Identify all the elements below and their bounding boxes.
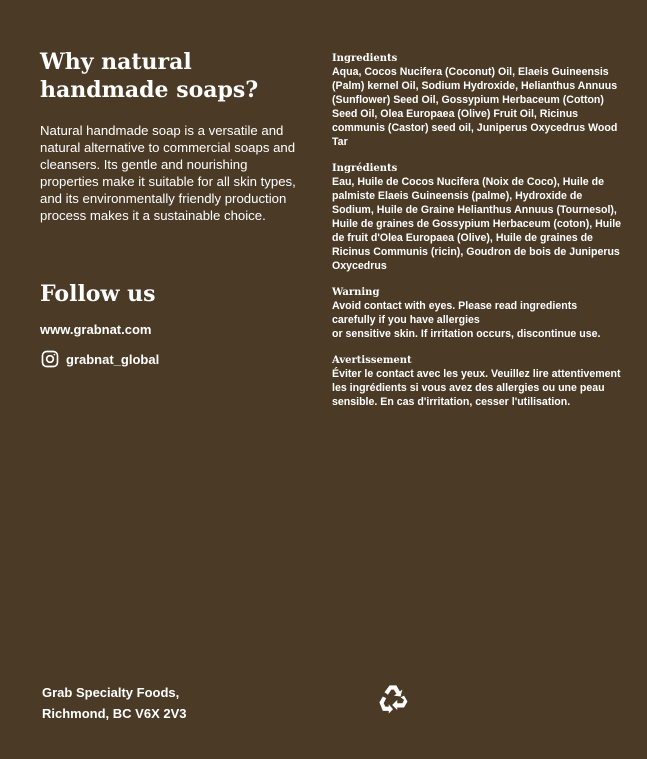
address-line2: Richmond, BC V6X 2V3 bbox=[42, 706, 187, 721]
why-heading bbox=[40, 48, 310, 104]
warning-en bbox=[332, 286, 622, 341]
follow-heading: Follow us bbox=[40, 281, 156, 307]
why-text: Natural handmade soap is a versatile and natural alternative to commercial soaps and cleansers. Its gentle and nourishing properties make it suitable for all skin types, and its environmentally friendly production process makes it a sustainable choice. bbox=[40, 123, 296, 223]
warning-fr-title: Avertissement bbox=[332, 355, 412, 366]
instagram-icon bbox=[40, 349, 60, 369]
ingredients-fr-title: Ingrédients bbox=[332, 163, 398, 174]
why-section bbox=[40, 48, 310, 237]
ingredients-fr-text: Eau, Huile de Cocos Nucifera (Noix de Coco), Huile de palmiste Elaeis Guineensis (palme), Hydroxide de Sodium, Huile de Graine Helianthus Annuus (Tournesol), Huile de graines de Gossypium Herbaceum (coton), Huile de fruit d'Olea Europaea (Olive), Huile de graines de Ricinus Communis (ricin), Goudron de bois de Juniperus Oxycedrus bbox=[332, 176, 622, 272]
follow-section bbox=[40, 280, 159, 369]
label-details bbox=[332, 52, 622, 422]
instagram-link[interactable] bbox=[40, 349, 159, 369]
ingredients-en bbox=[332, 52, 622, 149]
recycle-icon bbox=[376, 682, 410, 716]
warning-en-title: Warning bbox=[332, 287, 380, 298]
instagram-handle: grabnat_global bbox=[66, 351, 160, 367]
why-heading-line2: handmade soaps? bbox=[40, 77, 259, 103]
company-address bbox=[42, 682, 186, 724]
ingredients-en-text: Aqua, Cocos Nucifera (Coconut) Oil, Elaeis Guineensis (Palm) kernel Oil, Sodium Hydroxide, Helianthus Annuus (Sunflower) Seed Oil, Gossypium Herbaceum (Cotton) Seed Oil, Olea Europaea (Olive) Fruit Oil, Ricinus communis (Castor) seed oil, Juniperus Oxycedrus Wood Tar bbox=[332, 66, 618, 148]
warning-fr-text: Éviter le contact avec les yeux. Veuillez lire attentivement les ingrédients si vous avez des allergies ou une peau sensible. En cas d'irritation, cesser l'utilisation. bbox=[332, 368, 621, 408]
website-link[interactable]: www.grabnat.com bbox=[40, 322, 152, 337]
ingredients-fr bbox=[332, 162, 622, 273]
warning-en-line1: Avoid contact with eyes. Please read ingredients carefully if you have allergies bbox=[332, 300, 578, 326]
why-heading-line1: Why natural bbox=[40, 49, 192, 75]
address-line1: Grab Specialty Foods, bbox=[42, 685, 180, 700]
ingredients-en-title: Ingredients bbox=[332, 53, 398, 64]
warning-en-line2: or sensitive skin. If irritation occurs, discontinue use. bbox=[332, 328, 601, 340]
warning-fr bbox=[332, 354, 622, 409]
